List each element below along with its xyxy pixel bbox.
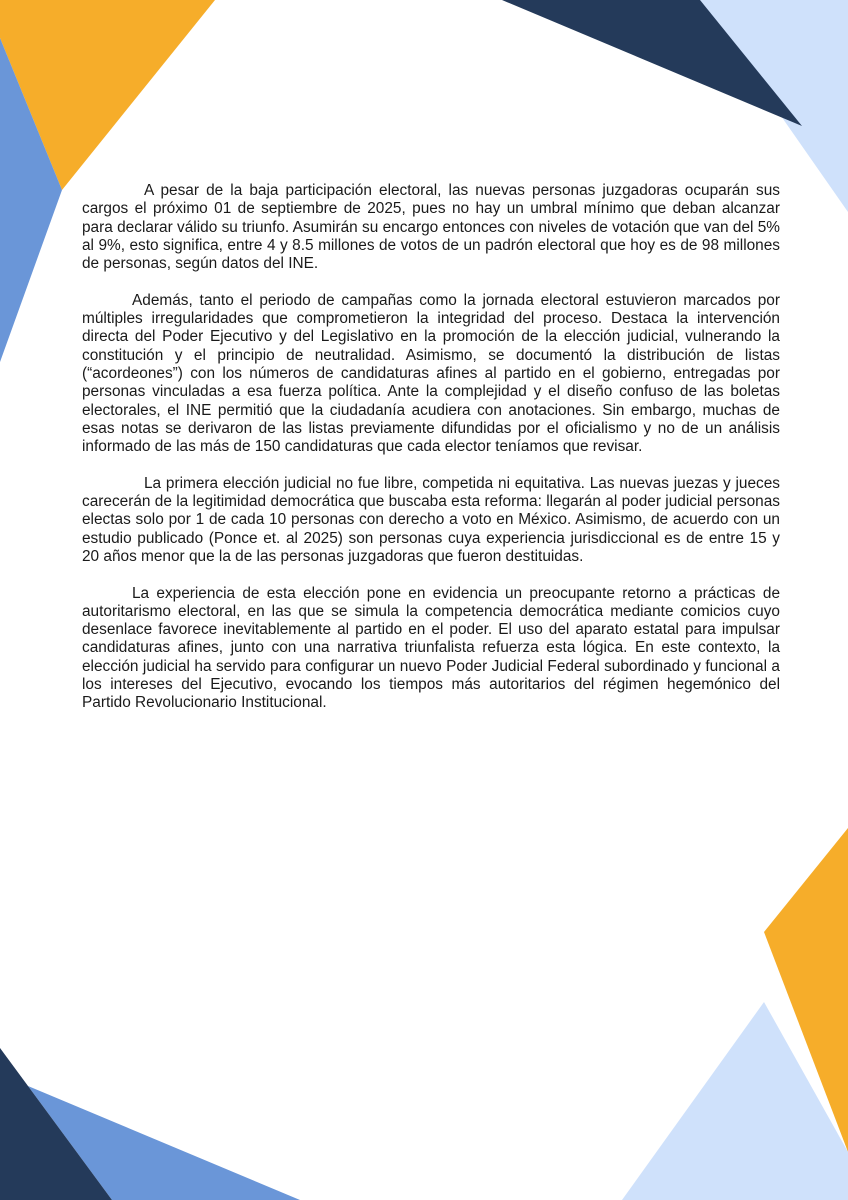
paragraph-legitimidad: La primera elección judicial no fue libre, competida ni equitativa. Las nuevas juezas y jueces carecerán de la legitimidad democrática que buscaba esta reforma: llegarán al poder judicial personas electas solo por 1 de cada 10 personas con derecho a voto en México. Asimismo, de acuerdo con un estudio publicado (Ponce et. al 2025) son personas cuya experiencia jurisdiccional es de entre 15 y 20 años menor que la de las personas juzgadoras que fueron destituidas. [82, 474, 780, 565]
paragraph-participacion: A pesar de la baja participación electoral, las nuevas personas juzgadoras ocuparán sus cargos el próximo 01 de septiembre de 2025, pues no hay un umbral mínimo que deban alcanzar para declarar válido su triunfo. Asumirán su encargo entonces con niveles de votación que van del 5% al 9%, esto significa, entre 4 y 8.5 millones de votos de un padrón electoral que hoy es de 98 millones de personas, según datos del INE. [82, 182, 780, 273]
paragraph-irregularidades: Además, tanto el periodo de campañas como la jornada electoral estuvieron marcados por múltiples irregularidades que comprometieron la integridad del proceso. Destaca la intervención directa del Poder Ejecutivo y del Legislativo en la promoción de la elección judicial, vulnerando la constitución y el principio de neutralidad. Asimismo, se documentó la distribución de listas (“acordeones”) con los números de candidaturas afines al partido en el gobierno, entregadas por personas vinculadas a esa fuerza política. Ante la complejidad y el diseño confuso de las boletas electorales, el INE permitió que la ciudadanía acudiera con anotaciones. Sin embargo, muchas de esas notas se derivaron de las listas previamente difundidas por el oficialismo y no de un análisis informado de las más de 150 candidaturas que cada elector teníamos que revisar. [82, 291, 780, 456]
paragraph-autoritarismo: La experiencia de esta elección pone en evidencia un preocupante retorno a prácticas de autoritarismo electoral, en las que se simula la competencia democrática mediante comicios cuyo desenlace favorece inevitablemente al partido en el poder. El uso del aparato estatal para impulsar candidaturas afines, junto con una narrativa triunfalista refuerza esta lógica. En este contexto, la elección judicial ha servido para configurar un nuevo Poder Judicial Federal subordinado y funcional a los intereses del Ejecutivo, evocando los tiempos más autoritarios del régimen hegemónico del Partido Revolucionario Institucional. [82, 584, 780, 712]
document-body [82, 182, 780, 731]
